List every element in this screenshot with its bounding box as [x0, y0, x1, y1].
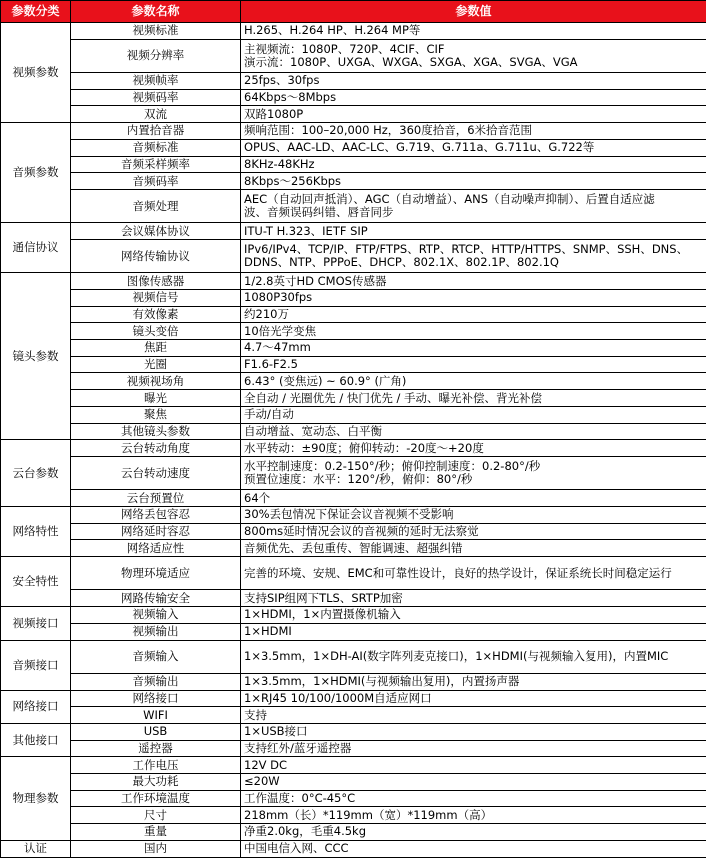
- param-value-cell: [241, 390, 706, 407]
- param-value-cell: [241, 456, 706, 489]
- param-name-cell: 云台预置位: [71, 490, 241, 507]
- table-row: [1, 807, 706, 824]
- param-name-cell: 图像传感器: [71, 273, 241, 290]
- table-row: [1, 39, 706, 72]
- param-value-cell: [241, 273, 706, 290]
- table-body: [1, 23, 706, 858]
- table-row: [1, 740, 706, 757]
- param-name-cell: 网络丢包容忍: [71, 507, 241, 524]
- param-value-line: 水平转动：±90度；俯仰转动：-20度～+20度: [244, 440, 484, 455]
- category-cell: 镜头参数: [1, 273, 71, 440]
- table-row: [1, 23, 706, 40]
- param-value-line: 12V DC: [244, 757, 288, 772]
- param-value-line: 水平控制速度：0.2-150°/秒；俯仰控制速度：0.2-80°/秒: [244, 459, 541, 474]
- param-value-line: 10倍光学变焦: [244, 323, 317, 338]
- param-value-line: 1×USB接口: [244, 724, 308, 739]
- param-value-line: 工作温度：0°C-45°C: [244, 791, 356, 806]
- category-cell: 云台参数: [1, 440, 71, 507]
- param-value-line: 1×3.5mm，1×HDMI(与视频输出复用)，内置扬声器: [244, 674, 520, 689]
- param-value-cell: [241, 607, 706, 624]
- param-value-line: IPv6/IPv4、TCP/IP、FTP/FTPS、RTP、RTCP、HTTP/HTTPS、SNMP、SSH、DNS、: [244, 242, 689, 257]
- param-value-cell: [241, 640, 706, 673]
- table-row: [1, 640, 706, 673]
- param-value-line: 1×3.5mm，1×DH-AI(数字阵列麦克接口)，1×HDMI(与视频输入复用)，内置MIC: [244, 649, 669, 664]
- param-name-cell: 视频视场角: [71, 373, 241, 390]
- param-name-cell: 其他镜头参数: [71, 423, 241, 440]
- param-name-cell: 光圈: [71, 356, 241, 373]
- param-name-cell: 网络接口: [71, 690, 241, 707]
- param-value-cell: [241, 807, 706, 824]
- param-value-line: H.265、H.264 HP、H.264 MP等: [244, 23, 421, 38]
- param-value-line: 频响范围：100–20,000 Hz，360度拾音，6米拾音范围: [244, 123, 533, 138]
- table-row: [1, 156, 706, 173]
- category-cell: 音频接口: [1, 640, 71, 690]
- table-row: [1, 840, 706, 857]
- param-value-cell: [241, 73, 706, 90]
- table-row: [1, 390, 706, 407]
- table-row: [1, 523, 706, 540]
- param-value-line: 8Kbps～256Kbps: [244, 173, 342, 188]
- param-value-line: DDNS、NTP、PPPoE、DHCP、802.1X、802.1P、802.1Q: [244, 255, 559, 270]
- param-name-cell: 焦距: [71, 340, 241, 357]
- param-value-cell: [241, 340, 706, 357]
- param-value-cell: [241, 840, 706, 857]
- table-row: [1, 406, 706, 423]
- table-row: [1, 590, 706, 607]
- param-name-cell: 视频输出: [71, 623, 241, 640]
- param-name-cell: 工作环境温度: [71, 790, 241, 807]
- table-row: [1, 607, 706, 624]
- param-value-line: 双路1080P: [244, 106, 304, 121]
- param-value-line: 支持SIP组网下TLS、SRTP加密: [244, 590, 403, 605]
- param-value-line: 全自动 / 光圈优先 / 快门优先 / 手动、曝光补偿、背光补偿: [244, 390, 543, 405]
- param-value-cell: [241, 790, 706, 807]
- table-row: [1, 423, 706, 440]
- table-row: [1, 89, 706, 106]
- param-value-line: 中国电信入网、CCC: [244, 841, 349, 856]
- table-row: [1, 223, 706, 240]
- table-row: [1, 757, 706, 774]
- param-value-line: 8KHz-48KHz: [244, 156, 315, 171]
- table-row: [1, 557, 706, 590]
- param-value-cell: [241, 139, 706, 156]
- param-value-cell: [241, 89, 706, 106]
- param-name-cell: 视频输入: [71, 607, 241, 624]
- param-value-line: 6.43° (变焦远) ~ 60.9° (广角): [244, 373, 407, 388]
- param-value-cell: [241, 757, 706, 774]
- table-row: [1, 456, 706, 489]
- param-value-line: 主视频流：1080P、720P、4CIF、CIF: [244, 41, 445, 56]
- table-row: [1, 507, 706, 524]
- param-name-cell: 国内: [71, 840, 241, 857]
- table-row: [1, 323, 706, 340]
- param-name-cell: 曝光: [71, 390, 241, 407]
- param-value-line: 约210万: [244, 307, 289, 322]
- category-cell: 物理参数: [1, 757, 71, 840]
- table-row: [1, 440, 706, 457]
- table-row: [1, 356, 706, 373]
- param-value-line: 25fps、30fps: [244, 73, 320, 88]
- param-value-cell: [241, 824, 706, 841]
- param-name-cell: 网络适应性: [71, 540, 241, 557]
- table-row: [1, 723, 706, 740]
- param-value-cell: [241, 740, 706, 757]
- param-name-cell: 网路传输安全: [71, 590, 241, 607]
- param-name-cell: 视频信号: [71, 290, 241, 307]
- param-value-cell: [241, 323, 706, 340]
- param-name-cell: 音频输入: [71, 640, 241, 673]
- table-row: [1, 690, 706, 707]
- param-value-cell: [241, 690, 706, 707]
- param-value-line: 1/2.8英寸HD CMOS传感器: [244, 273, 387, 288]
- param-name-cell: 镜头变倍: [71, 323, 241, 340]
- param-value-line: 64个: [244, 490, 271, 505]
- param-value-cell: [241, 23, 706, 40]
- category-cell: 其他接口: [1, 723, 71, 756]
- param-value-cell: [241, 590, 706, 607]
- param-value-line: 4.7～47mm: [244, 340, 311, 355]
- category-cell: 网络接口: [1, 690, 71, 723]
- param-value-line: 预置位速度：水平：120°/秒，俯仰：80°/秒: [244, 472, 473, 487]
- param-value-line: 自动增益、宽动态、白平衡: [244, 423, 382, 438]
- param-value-line: AEC（自动回声抵消）、AGC（自动增益）、ANS（自动噪声抑制）、后置自适应滤: [244, 192, 655, 207]
- table-row: [1, 73, 706, 90]
- param-name-cell: 云台转动速度: [71, 456, 241, 489]
- param-name-cell: 视频分辨率: [71, 39, 241, 72]
- param-name-cell: WIFI: [71, 707, 241, 724]
- param-name-cell: 工作电压: [71, 757, 241, 774]
- table-row: [1, 623, 706, 640]
- param-value-cell: [241, 189, 706, 222]
- table-row: [1, 824, 706, 841]
- table-row: [1, 340, 706, 357]
- table-row: [1, 106, 706, 123]
- table-row: [1, 707, 706, 724]
- table-header: [1, 1, 706, 23]
- param-name-cell: 双流: [71, 106, 241, 123]
- param-value-cell: [241, 223, 706, 240]
- param-value-cell: [241, 623, 706, 640]
- table-row: [1, 790, 706, 807]
- param-name-cell: 最大功耗: [71, 774, 241, 791]
- param-value-line: 1080P30fps: [244, 290, 313, 305]
- header-name: 参数名称: [71, 1, 241, 23]
- param-value-cell: [241, 373, 706, 390]
- param-value-cell: [241, 306, 706, 323]
- param-value-cell: [241, 106, 706, 123]
- param-name-cell: 音频处理: [71, 189, 241, 222]
- table-row: [1, 774, 706, 791]
- param-value-cell: [241, 123, 706, 140]
- param-value-cell: [241, 423, 706, 440]
- table-row: [1, 123, 706, 140]
- table-row: [1, 490, 706, 507]
- category-cell: 网络特性: [1, 507, 71, 557]
- param-name-cell: 尺寸: [71, 807, 241, 824]
- param-value-cell: [241, 356, 706, 373]
- header-category: 参数分类: [1, 1, 71, 23]
- param-name-cell: 云台转动角度: [71, 440, 241, 457]
- param-name-cell: 会议媒体协议: [71, 223, 241, 240]
- category-cell: 安全特性: [1, 557, 71, 607]
- param-name-cell: 有效像素: [71, 306, 241, 323]
- param-value-line: 218mm（长）*119mm（宽）*119mm（高）: [244, 807, 493, 822]
- param-value-cell: [241, 440, 706, 457]
- param-value-cell: [241, 557, 706, 590]
- param-value-line: 64Kbps～8Mbps: [244, 90, 337, 105]
- table-row: [1, 673, 706, 690]
- param-value-cell: [241, 406, 706, 423]
- param-name-cell: 视频标准: [71, 23, 241, 40]
- param-value-line: 支持: [244, 707, 267, 722]
- table-row: [1, 373, 706, 390]
- param-value-cell: [241, 490, 706, 507]
- table-row: [1, 540, 706, 557]
- param-name-cell: 音频码率: [71, 173, 241, 190]
- param-value-cell: [241, 673, 706, 690]
- category-cell: 视频参数: [1, 23, 71, 123]
- param-value-cell: [241, 239, 706, 272]
- param-value-line: 手动/自动: [244, 407, 294, 422]
- table-row: [1, 239, 706, 272]
- param-name-cell: 网络传输协议: [71, 239, 241, 272]
- table-row: [1, 189, 706, 222]
- category-cell: 通信协议: [1, 223, 71, 273]
- param-value-cell: [241, 707, 706, 724]
- param-value-line: 音频优先、丢包重传、智能调速、超强纠错: [244, 540, 463, 555]
- header-value: 参数值: [241, 1, 706, 23]
- param-name-cell: 聚焦: [71, 406, 241, 423]
- param-name-cell: 视频帧率: [71, 73, 241, 90]
- param-value-line: 1×RJ45 10/100/1000M自适应网口: [244, 690, 432, 705]
- param-name-cell: 网络延时容忍: [71, 523, 241, 540]
- param-value-line: 30%丢包情况下保证会议音视频不受影响: [244, 507, 454, 522]
- param-name-cell: 音频输出: [71, 673, 241, 690]
- param-value-cell: [241, 507, 706, 524]
- param-value-cell: [241, 540, 706, 557]
- category-cell: 认证: [1, 840, 71, 857]
- param-name-cell: 内置拾音器: [71, 123, 241, 140]
- param-value-line: 1×HDMI，1×内置摄像机输入: [244, 607, 401, 622]
- param-value-cell: [241, 156, 706, 173]
- param-value-line: 完善的环境、安规、EMC和可靠性设计，良好的热学设计，保证系统长时间稳定运行: [244, 565, 672, 580]
- table-row: [1, 290, 706, 307]
- param-value-line: 支持红外/蓝牙遥控器: [244, 741, 352, 755]
- param-value-cell: [241, 39, 706, 72]
- param-name-cell: 重量: [71, 824, 241, 841]
- param-value-line: F1.6-F2.5: [244, 357, 298, 372]
- param-value-line: OPUS、AAC-LD、AAC-LC、G.719、G.711a、G.711u、G.722等: [244, 140, 595, 155]
- category-cell: 音频参数: [1, 123, 71, 223]
- param-name-cell: 遥控器: [71, 740, 241, 757]
- param-value-cell: [241, 723, 706, 740]
- param-value-cell: [241, 523, 706, 540]
- param-name-cell: 音频标准: [71, 139, 241, 156]
- param-value-cell: [241, 173, 706, 190]
- param-value-line: 净重2.0kg，毛重4.5kg: [244, 824, 366, 839]
- table-row: [1, 273, 706, 290]
- table-row: [1, 139, 706, 156]
- param-value-line: ≤20W: [244, 774, 280, 789]
- param-value-line: ITU-T H.323、IETF SIP: [244, 223, 368, 238]
- param-name-cell: 物理环境适应: [71, 557, 241, 590]
- param-name-cell: 视频码率: [71, 89, 241, 106]
- param-value-line: 800ms延时情况会议的音视频的延时无法察觉: [244, 524, 479, 539]
- param-name-cell: 音频采样频率: [71, 156, 241, 173]
- param-value-cell: [241, 290, 706, 307]
- category-cell: 视频接口: [1, 607, 71, 640]
- table-row: [1, 173, 706, 190]
- param-value-cell: [241, 774, 706, 791]
- param-value-line: 演示流：1080P、UXGA、WXGA、SXGA、XGA、SVGA、VGA: [244, 54, 578, 69]
- table-row: [1, 306, 706, 323]
- param-value-line: 1×HDMI: [244, 624, 292, 639]
- param-value-line: 波、音频误码纠错、唇音同步: [244, 205, 394, 220]
- param-name-cell: USB: [71, 723, 241, 740]
